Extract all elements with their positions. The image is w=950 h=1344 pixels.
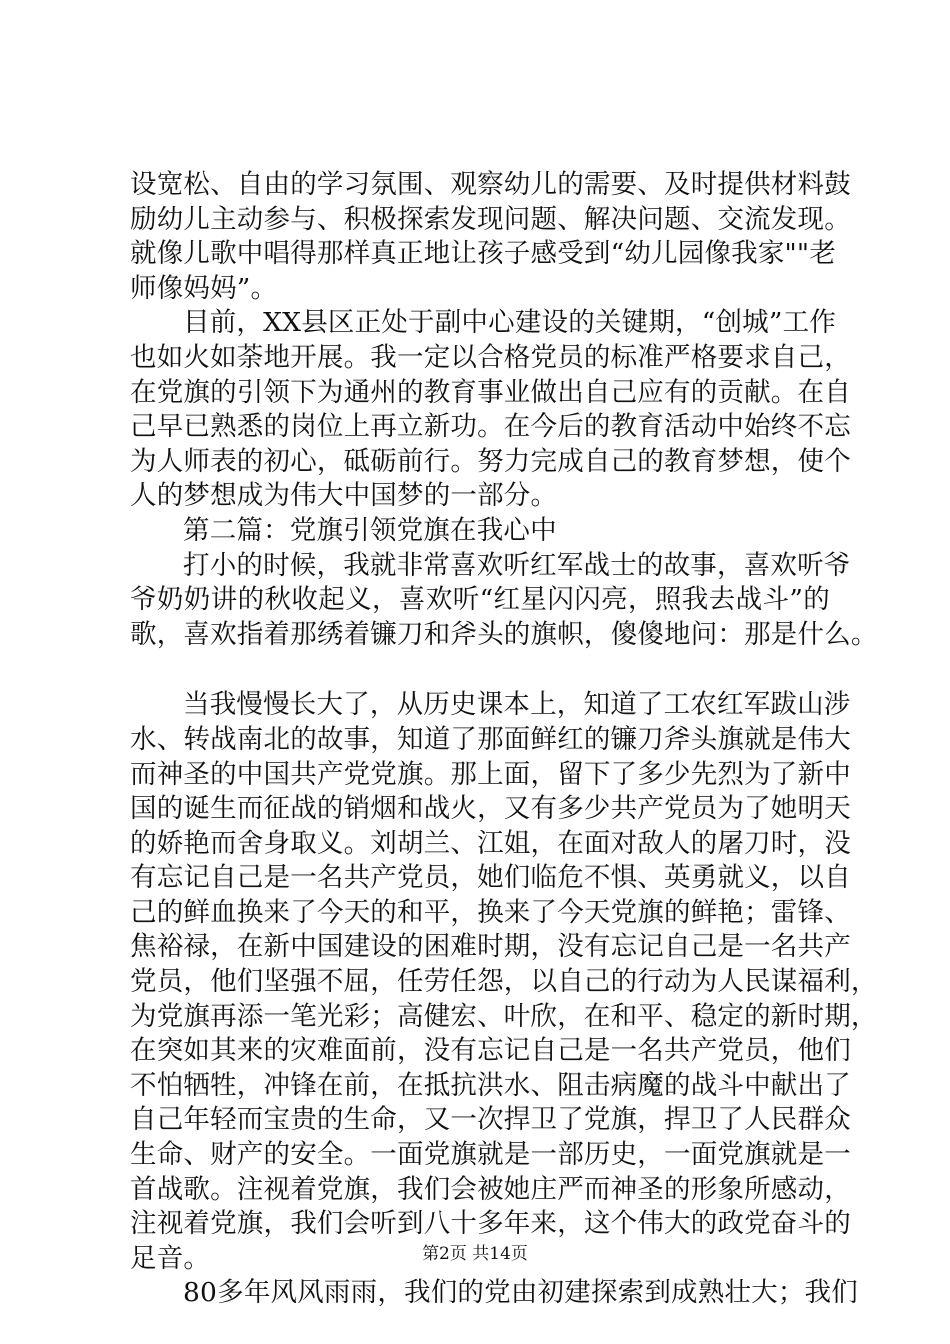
text-line: 有忘记自己是一名共产党员，她们临危不惧、英勇就义，以自 <box>130 862 851 894</box>
document-body <box>130 168 878 1311</box>
text-line: 足音。 <box>130 1242 211 1274</box>
text-line: 的娇艳而舍身取义。刘胡兰、江姐，在面对敌人的屠刀时，没 <box>130 827 851 859</box>
text-line: 在党旗的引领下为通州的教育事业做出自己应有的贡献。在自 <box>130 376 851 408</box>
text-line: 目前，XX县区正处于副中心建设的关键期，“创城”工作 <box>183 307 837 339</box>
text-line: 己的鲜血换来了今天的和平，换来了今天党旗的鲜艳；雷锋、 <box>130 896 851 928</box>
text-line: 设宽松、自由的学习氛围、观察幼儿的需要、及时提供材料鼓 <box>130 169 851 200</box>
text-line: 首战歌。注视着党旗，我们会被她庄严而神圣的形象所感动， <box>130 1173 851 1205</box>
text-line: 打小的时候，我就非常喜欢听红军战士的故事，喜欢听爷 <box>183 549 851 581</box>
paragraph-gap <box>130 652 830 688</box>
page-number: 第2页 共14页 <box>422 1244 528 1264</box>
text-line: 就像儿歌中唱得那样真正地让孩子感受到“幼儿园像我家""老 <box>130 238 837 270</box>
text-line: 国的诞生而征战的销烟和战火，又有多少共产党员为了她明天 <box>130 793 851 825</box>
text-line: 党员，他们坚强不屈，任劳任怨，以自己的行动为人民谋福利， <box>130 966 878 998</box>
text-line: 为党旗再添一笔光彩；高健宏、叶欣，在和平、稳定的新时期， <box>130 1000 878 1032</box>
text-line: 为人师表的初心，砥砺前行。努力完成自己的教育梦想，使个 <box>130 445 851 477</box>
text-line: 励幼儿主动参与、积极探索发现问题、解决问题、交流发现。 <box>130 203 851 235</box>
page-footer <box>0 1244 950 1264</box>
section-heading: 第二篇：党旗引领党旗在我心中 <box>183 514 557 546</box>
text-line: 不怕牺牲，冲锋在前，在抵抗洪水、阻击病魔的战斗中献出了 <box>130 1069 851 1101</box>
text-line: 焦裕禄，在新中国建设的困难时期，没有忘记自己是一名共产 <box>130 931 851 963</box>
text-line: 己早已熟悉的岗位上再立新功。在今后的教育活动中始终不忘 <box>130 411 851 443</box>
text-line: 水、转战南北的故事，知道了那面鲜红的镰刀斧头旗就是伟大 <box>130 723 851 755</box>
text-line: 生命、财产的安全。一面党旗就是一部历史，一面党旗就是一 <box>130 1139 851 1171</box>
text-line: 自己年轻而宝贵的生命，又一次捍卫了党旗，捍卫了人民群众 <box>130 1104 851 1136</box>
text-line: 80多年风风雨雨，我们的党由初建探索到成熟壮大；我们 <box>183 1277 858 1309</box>
text-line: 当我慢慢长大了，从历史课本上，知道了工农红军跋山涉 <box>183 689 851 721</box>
text-line: 师像妈妈”。 <box>130 272 278 304</box>
text-line: 在突如其来的灾难面前，没有忘记自己是一名共产党员，他们 <box>130 1035 851 1067</box>
text-line: 注视着党旗，我们会听到八十多年来，这个伟大的政党奋斗的 <box>130 1208 851 1240</box>
text-line: 也如火如荼地开展。我一定以合格党员的标准严格要求自己， <box>130 341 851 373</box>
text-line: 爷奶奶讲的秋收起义，喜欢听“红星闪闪亮，照我去战斗”的 <box>130 584 830 616</box>
text-line: 歌，喜欢指着那绣着镰刀和斧头的旗帜，傻傻地问：那是什么。 <box>130 618 878 650</box>
text-line: 人的梦想成为伟大中国梦的一部分。 <box>130 480 558 512</box>
text-line: 而神圣的中国共产党党旗。那上面，留下了多少先烈为了新中 <box>130 758 851 790</box>
